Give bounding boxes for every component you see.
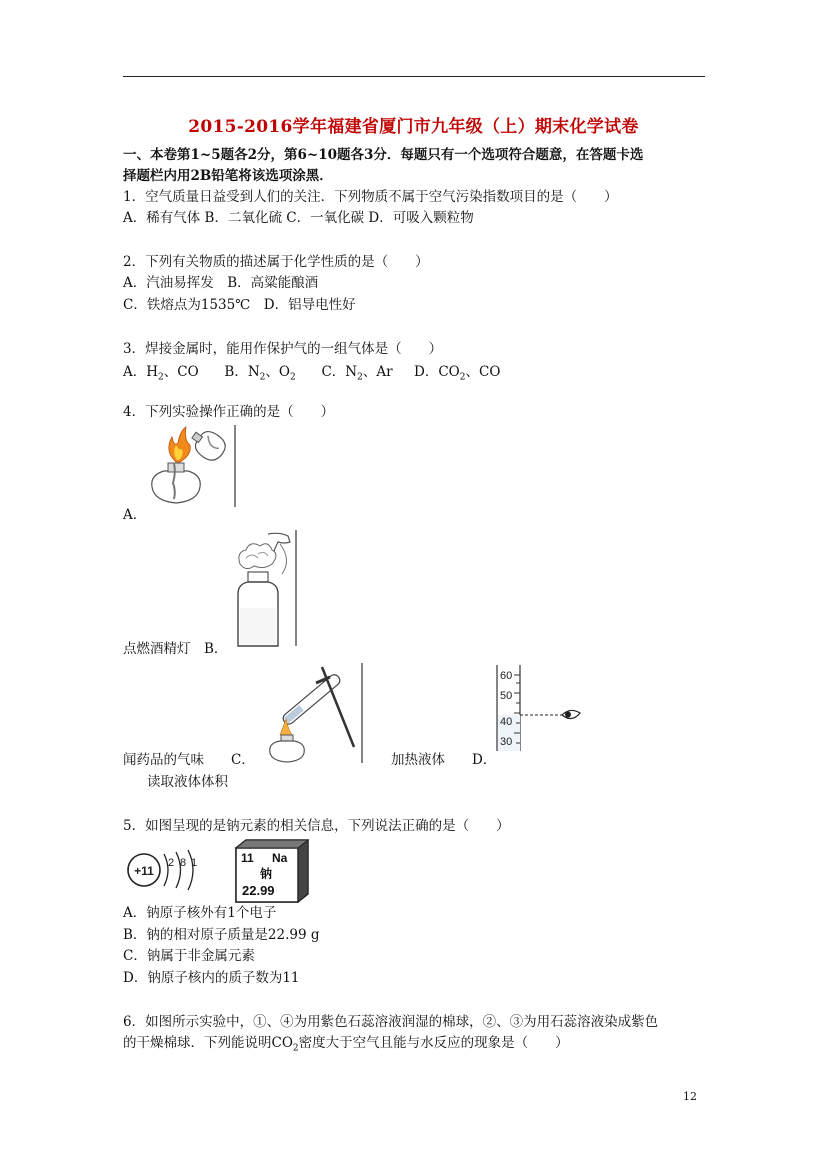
figure-alcohol-lamp-lighting xyxy=(140,425,240,510)
shell-electrons-3: 1 xyxy=(191,857,198,869)
q3-option-d: D．$CO_2$、CO xyxy=(414,364,501,383)
q2-stem: 2．下列有关物质的描述属于化学性质的是（ ） xyxy=(123,254,429,270)
cylinder-tick-60: 60 xyxy=(500,670,513,682)
q3-option-a: A．$H_2$、CO xyxy=(123,364,199,383)
shell-electrons-1: 2 xyxy=(168,857,175,869)
q2-options-ab: A．汽油易挥发 B．高粱能酿酒 xyxy=(123,275,319,291)
q3-stem: 3．焊接金属时，能用作保护气的一组气体是（ ） xyxy=(123,341,443,357)
page-title: 2015-2016学年福建省厦门市九年级（上）期末化学试卷 xyxy=(188,117,639,137)
figure-sodium-atom-structure xyxy=(124,846,202,894)
q5-option-d: D．钠原子核内的质子数为11 xyxy=(123,970,300,986)
q5-option-b: B．钠的相对原子质量是22.99 g xyxy=(123,927,320,943)
figure-sodium-element-card xyxy=(232,838,312,904)
q1-options: A．稀有气体 B．二氧化硫 C．一氧化碳 D．可吸入颗粒物 xyxy=(123,210,474,226)
eye-icon xyxy=(562,710,580,718)
q1-stem: 1．空气质量日益受到人们的关注．下列物质不属于空气污染指数项目的是（ ） xyxy=(123,189,618,205)
cylinder-tick-40: 40 xyxy=(500,716,513,728)
q4-option-a-label: A． xyxy=(123,507,147,523)
shell-electrons-2: 8 xyxy=(180,857,187,869)
q5-stem: 5．如图呈现的是钠元素的相关信息，下列说法正确的是（ ） xyxy=(123,818,510,834)
element-symbol: Na xyxy=(272,851,288,865)
element-atomic-mass: 22.99 xyxy=(242,883,275,898)
q6-stem-line2: 的干燥棉球．下列能说明$CO_2$密度大于空气且能与水反应的现象是（ ） xyxy=(123,1035,569,1054)
q4-stem: 4．下列实验操作正确的是（ ） xyxy=(123,404,335,420)
section-instructions-line2: 择题栏内用2B铅笔将该选项涂黑． xyxy=(123,168,333,184)
q4-caption-c-option-d: 加热液体 D． xyxy=(391,752,497,768)
element-name: 钠 xyxy=(260,867,273,881)
q3-option-c: C．$N_2$、Ar xyxy=(321,364,393,383)
cylinder-tick-30: 30 xyxy=(500,736,513,748)
q5-option-a: A．钠原子核外有1个电子 xyxy=(123,905,277,921)
q4-caption-b-option-c: 闻药品的气味 C． xyxy=(123,752,255,768)
cylinder-tick-50: 50 xyxy=(500,690,513,702)
header-rule xyxy=(123,76,705,77)
element-atomic-number: 11 xyxy=(241,851,254,865)
figure-smelling-bottle xyxy=(228,530,303,648)
q5-option-c: C．钠属于非金属元素 xyxy=(123,948,255,964)
q4-caption-a-option-b: 点燃酒精灯 B． xyxy=(123,641,228,657)
q4-caption-d: 读取液体体积 xyxy=(147,774,228,790)
q3-option-b: B．$N_2$、$O_2$ xyxy=(224,364,296,383)
q3-options xyxy=(123,362,500,388)
figure-heating-test-tube xyxy=(258,663,366,765)
figure-graduated-cylinder xyxy=(496,665,584,753)
section-instructions-line1: 一、本卷第1~5题各2分，第6~10题各3分．每题只有一个选项符合题意，在答题卡选 xyxy=(123,147,644,163)
q2-options-cd: C．铁熔点为1535℃ D．铝导电性好 xyxy=(123,297,356,313)
q6-stem-line1: 6．如图所示实验中，①、④为用紫色石蕊溶液润湿的棉球，②、③为用石蕊溶液染成紫色 xyxy=(123,1014,659,1030)
page-number: 12 xyxy=(683,1090,697,1103)
nucleus-charge: +11 xyxy=(134,864,154,878)
